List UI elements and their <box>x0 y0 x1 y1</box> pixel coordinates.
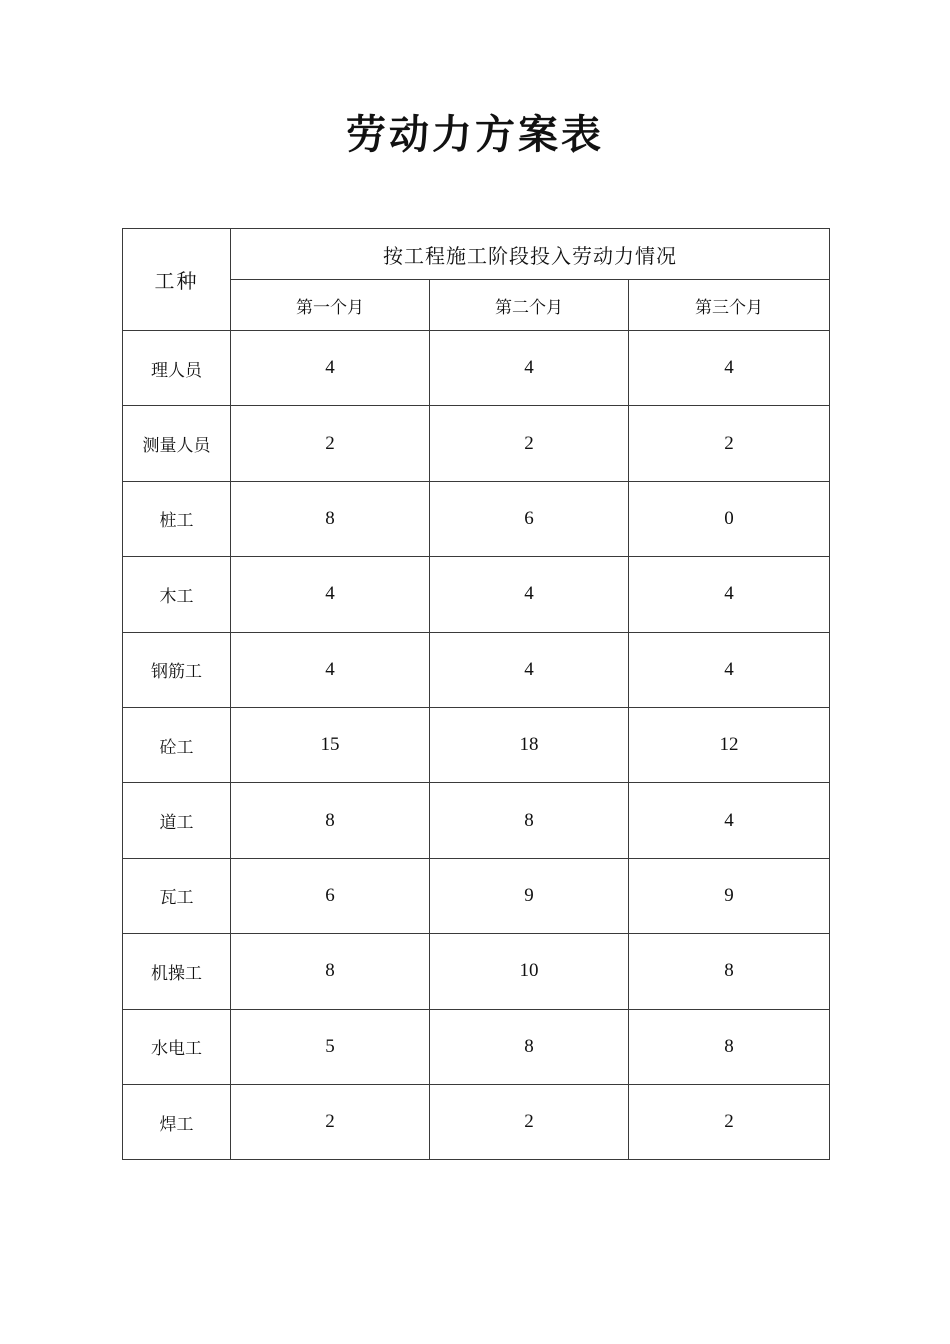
page-title: 劳动力方案表 <box>346 111 604 158</box>
month-header: 第二个月 <box>430 280 629 331</box>
table-body <box>123 229 830 1160</box>
worker-count-cell: 6 <box>430 481 629 556</box>
table-row <box>123 934 830 1009</box>
trade-name-cell: 道工 <box>123 783 231 858</box>
table-row <box>123 707 830 782</box>
table-row <box>123 331 830 406</box>
worker-count-cell: 4 <box>231 331 430 406</box>
table-row <box>123 1009 830 1084</box>
trade-name-cell: 桩工 <box>123 481 231 556</box>
worker-count-cell: 5 <box>231 1009 430 1084</box>
worker-count-cell: 4 <box>629 331 830 406</box>
table-row <box>123 632 830 707</box>
trade-name-cell: 砼工 <box>123 707 231 782</box>
worker-count-cell: 0 <box>629 481 830 556</box>
worker-count-cell: 2 <box>430 406 629 481</box>
worker-count-cell: 8 <box>430 1009 629 1084</box>
worker-count-cell: 15 <box>231 707 430 782</box>
worker-count-cell: 8 <box>231 934 430 1009</box>
trade-name-cell: 测量人员 <box>123 406 231 481</box>
worker-count-cell: 2 <box>231 406 430 481</box>
worker-count-cell: 8 <box>629 1009 830 1084</box>
trade-name-cell: 水电工 <box>123 1009 231 1084</box>
worker-count-cell: 9 <box>430 858 629 933</box>
worker-count-cell: 8 <box>430 783 629 858</box>
worker-count-cell: 9 <box>629 858 830 933</box>
table-row <box>123 783 830 858</box>
table-row <box>123 557 830 632</box>
worker-count-cell: 4 <box>430 331 629 406</box>
header-row-group <box>123 229 830 280</box>
trade-name-cell: 理人员 <box>123 331 231 406</box>
worker-count-cell: 4 <box>430 632 629 707</box>
worker-count-cell: 2 <box>430 1084 629 1159</box>
worker-count-cell: 18 <box>430 707 629 782</box>
worker-count-cell: 10 <box>430 934 629 1009</box>
worker-count-cell: 4 <box>629 557 830 632</box>
worker-count-cell: 4 <box>629 783 830 858</box>
trade-name-cell: 钢筋工 <box>123 632 231 707</box>
month-header: 第三个月 <box>629 280 830 331</box>
worker-count-cell: 2 <box>629 1084 830 1159</box>
worker-count-cell: 4 <box>629 632 830 707</box>
trade-column-header: 工种 <box>123 229 231 331</box>
table-row <box>123 406 830 481</box>
worker-count-cell: 8 <box>231 481 430 556</box>
worker-count-cell: 2 <box>231 1084 430 1159</box>
worker-count-cell: 8 <box>231 783 430 858</box>
worker-count-cell: 4 <box>430 557 629 632</box>
stage-group-header: 按工程施工阶段投入劳动力情况 <box>231 229 830 280</box>
worker-count-cell: 4 <box>231 632 430 707</box>
labor-plan-table <box>122 228 830 1160</box>
worker-count-cell: 2 <box>629 406 830 481</box>
trade-name-cell: 焊工 <box>123 1084 231 1159</box>
worker-count-cell: 4 <box>231 557 430 632</box>
table-row <box>123 1084 830 1159</box>
worker-count-cell: 12 <box>629 707 830 782</box>
worker-count-cell: 6 <box>231 858 430 933</box>
trade-name-cell: 木工 <box>123 557 231 632</box>
table-row <box>123 481 830 556</box>
trade-name-cell: 机操工 <box>123 934 231 1009</box>
trade-name-cell: 瓦工 <box>123 858 231 933</box>
worker-count-cell: 8 <box>629 934 830 1009</box>
month-header: 第一个月 <box>231 280 430 331</box>
table-row <box>123 858 830 933</box>
